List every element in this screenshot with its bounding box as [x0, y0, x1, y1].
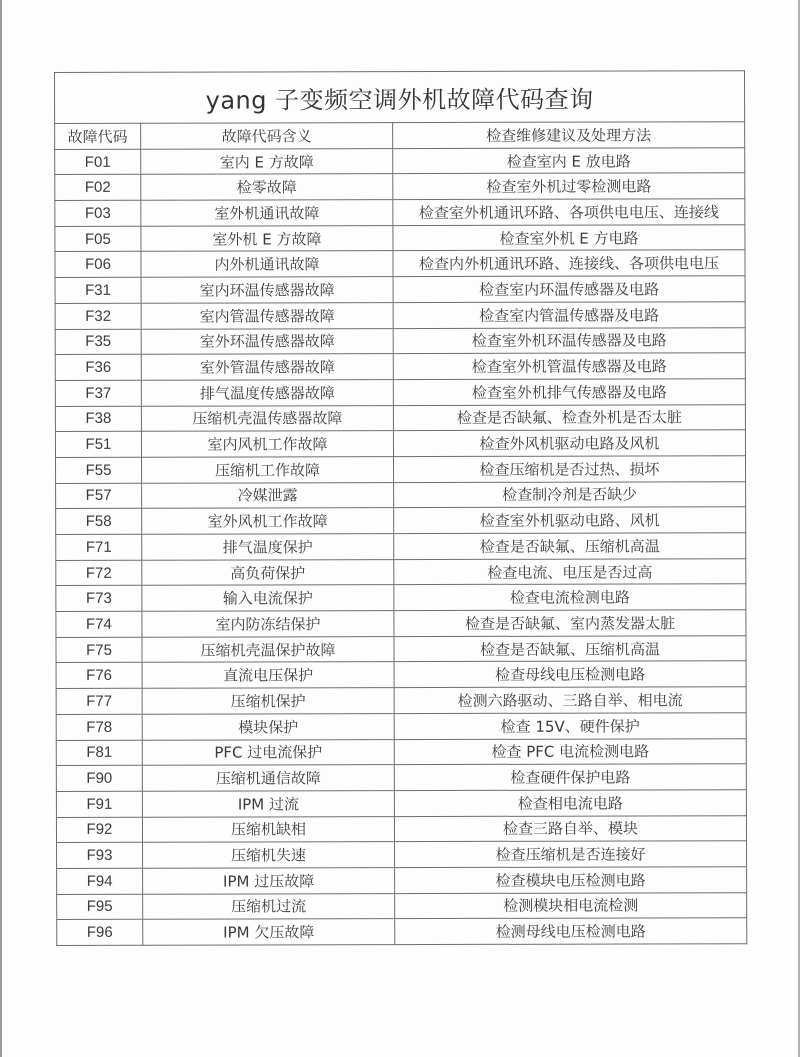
- repair-action-cell: 检查压缩机是否过热、损坏: [394, 456, 746, 483]
- table-row: [55, 199, 745, 226]
- repair-action-cell: 检查是否缺氟、压缩机高温: [394, 635, 746, 662]
- repair-action-cell: 检查模块电压检测电路: [395, 867, 747, 894]
- fault-code-cell: F32: [55, 303, 141, 329]
- repair-action-cell: 检查室外机通讯环路、各项供电电压、连接线: [393, 199, 745, 226]
- title-row: [55, 71, 745, 124]
- fault-code-cell: F94: [57, 868, 143, 894]
- repair-action-cell: 检查室内管温传感器及电路: [393, 302, 745, 329]
- table-row: [55, 430, 745, 457]
- table-row: [56, 456, 746, 483]
- fault-code-cell: F93: [57, 843, 143, 869]
- table-row: [56, 815, 746, 842]
- table-row: [56, 790, 746, 817]
- fault-code-cell: F92: [56, 817, 142, 843]
- fault-meaning-cell: IPM 过流: [142, 790, 394, 816]
- fault-code-cell: F37: [55, 380, 141, 406]
- fault-code-cell: F77: [56, 688, 142, 714]
- column-header-code: 故障代码: [55, 123, 141, 149]
- fault-meaning-cell: 室内管温传感器故障: [141, 302, 393, 328]
- fault-meaning-cell: 室内风机工作故障: [141, 431, 393, 457]
- fault-meaning-cell: 检零故障: [141, 174, 393, 200]
- fault-meaning-cell: PFC 过电流保护: [142, 739, 394, 765]
- repair-action-cell: 检查硬件保护电路: [394, 764, 746, 791]
- fault-code-cell: F95: [57, 894, 143, 920]
- table-row: [55, 327, 745, 354]
- repair-action-cell: 检查制冷剂是否缺少: [394, 481, 746, 508]
- fault-meaning-cell: 排气温度传感器故障: [141, 379, 393, 405]
- fault-meaning-cell: 室外风机工作故障: [142, 508, 394, 534]
- fault-code-cell: F76: [56, 663, 142, 689]
- fault-meaning-cell: 模块保护: [142, 713, 394, 739]
- table-row: [56, 584, 746, 611]
- fault-meaning-cell: 压缩机通信故障: [142, 765, 394, 791]
- fault-code-cell: F75: [56, 637, 142, 663]
- repair-action-cell: 检测模块相电流检测: [395, 892, 747, 919]
- table-row: [56, 610, 746, 637]
- document-title: yang 子变频空调外机故障代码查询: [55, 71, 745, 124]
- fault-meaning-cell: 输入电流保护: [142, 585, 394, 611]
- document-sheet: [54, 70, 746, 946]
- fault-meaning-cell: 压缩机缺相: [142, 816, 394, 842]
- repair-action-cell: 检查是否缺氟、压缩机高温: [394, 533, 746, 560]
- repair-action-cell: 检查室外机驱动电路、风机: [394, 507, 746, 534]
- table-body: [55, 147, 747, 945]
- fault-code-cell: F57: [56, 483, 142, 509]
- fault-meaning-cell: 室外机 E 方故障: [141, 225, 393, 251]
- fault-code-cell: F78: [56, 714, 142, 740]
- table-row: [57, 867, 747, 894]
- fault-meaning-cell: 室内 E 方故障: [141, 148, 393, 174]
- repair-action-cell: 检查室内 E 放电路: [393, 147, 745, 174]
- fault-meaning-cell: 室内防冻结保护: [142, 611, 394, 637]
- repair-action-cell: 检查压缩机是否连接好: [395, 841, 747, 868]
- table-row: [57, 841, 747, 868]
- repair-action-cell: 检查相电流电路: [394, 790, 746, 817]
- table-row: [55, 379, 745, 406]
- fault-code-cell: F35: [55, 329, 141, 355]
- table-row: [55, 250, 745, 277]
- fault-meaning-cell: 压缩机过流: [143, 893, 395, 919]
- table-row: [55, 353, 745, 380]
- fault-meaning-cell: 压缩机工作故障: [142, 457, 394, 483]
- fault-code-cell: F36: [55, 354, 141, 380]
- fault-code-cell: F58: [56, 509, 142, 535]
- fault-meaning-cell: 高负荷保护: [142, 559, 394, 585]
- repair-action-cell: 检查内外机通讯环路、连接线、各项供电电压: [393, 250, 745, 277]
- table-row: [55, 302, 745, 329]
- repair-action-cell: 检测六路驱动、三路自举、相电流: [394, 687, 746, 714]
- table-row: [55, 276, 745, 303]
- repair-action-cell: 检查母线电压检测电路: [394, 661, 746, 688]
- repair-action-cell: 检查室外机管温传感器及电路: [393, 353, 745, 380]
- repair-action-cell: 检查室外机环温传感器及电路: [393, 327, 745, 354]
- table-row: [56, 507, 746, 534]
- table-row: [56, 764, 746, 791]
- repair-action-cell: 检查室外机排气传感器及电路: [393, 379, 745, 406]
- fault-code-cell: F72: [56, 560, 142, 586]
- fault-meaning-cell: 压缩机壳温保护故障: [142, 636, 394, 662]
- fault-meaning-cell: 排气温度保护: [142, 534, 394, 560]
- table-row: [56, 558, 746, 585]
- repair-action-cell: 检查电流检测电路: [394, 584, 746, 611]
- fault-code-cell: F91: [56, 791, 142, 817]
- repair-action-cell: 检查室内环温传感器及电路: [393, 276, 745, 303]
- fault-code-cell: F73: [56, 586, 142, 612]
- column-header-action: 检查维修建议及处理方法: [393, 122, 745, 149]
- fault-code-cell: F31: [55, 277, 141, 303]
- table-row: [56, 481, 746, 508]
- fault-code-cell: F38: [55, 406, 141, 432]
- fault-meaning-cell: 室外机通讯故障: [141, 200, 393, 226]
- fault-code-cell: F55: [56, 457, 142, 483]
- fault-code-cell: F81: [56, 740, 142, 766]
- fault-meaning-cell: IPM 过压故障: [143, 868, 395, 894]
- repair-action-cell: 检查是否缺氟、检查外机是否太脏: [393, 404, 745, 431]
- fault-code-table: [54, 70, 747, 946]
- repair-action-cell: 检查室外机 E 方电路: [393, 224, 745, 251]
- fault-code-cell: F01: [55, 149, 141, 175]
- table-row: [55, 404, 745, 431]
- fault-code-cell: F74: [56, 611, 142, 637]
- table-row: [55, 173, 745, 200]
- repair-action-cell: 检查外风机驱动电路及风机: [393, 430, 745, 457]
- fault-code-cell: F90: [56, 765, 142, 791]
- fault-meaning-cell: 压缩机壳温传感器故障: [141, 405, 393, 431]
- repair-action-cell: 检查三路自举、模块: [394, 815, 746, 842]
- table-row: [56, 713, 746, 740]
- header-row: [55, 122, 745, 149]
- table-row: [56, 635, 746, 662]
- table-row: [55, 147, 745, 174]
- table-row: [57, 918, 747, 945]
- table-row: [57, 892, 747, 919]
- fault-meaning-cell: 内外机通讯故障: [141, 251, 393, 277]
- table-row: [56, 738, 746, 765]
- column-header-meaning: 故障代码含义: [141, 123, 393, 149]
- table-row: [56, 687, 746, 714]
- repair-action-cell: 检测母线电压检测电路: [395, 918, 747, 945]
- repair-action-cell: 检查是否缺氟、室内蒸发器太脏: [394, 610, 746, 637]
- table-row: [56, 661, 746, 688]
- fault-meaning-cell: 室内环温传感器故障: [141, 277, 393, 303]
- table-row: [56, 533, 746, 560]
- fault-code-cell: F03: [55, 200, 141, 226]
- fault-meaning-cell: 室外管温传感器故障: [141, 354, 393, 380]
- fault-code-cell: F05: [55, 226, 141, 252]
- scan-edge-left: [0, 0, 2, 1057]
- fault-meaning-cell: 直流电压保护: [142, 662, 394, 688]
- repair-action-cell: 检查室外机过零检测电路: [393, 173, 745, 200]
- fault-code-cell: F51: [55, 432, 141, 458]
- repair-action-cell: 检查 PFC 电流检测电路: [394, 738, 746, 765]
- fault-code-cell: F71: [56, 534, 142, 560]
- repair-action-cell: 检查 15V、硬件保护: [394, 713, 746, 740]
- fault-code-cell: F02: [55, 175, 141, 201]
- fault-meaning-cell: 压缩机保护: [142, 688, 394, 714]
- fault-meaning-cell: 冷媒泄露: [142, 482, 394, 508]
- fault-meaning-cell: 压缩机失速: [143, 842, 395, 868]
- fault-code-cell: F06: [55, 252, 141, 278]
- table-row: [55, 224, 745, 251]
- fault-meaning-cell: 室外环温传感器故障: [141, 328, 393, 354]
- repair-action-cell: 检查电流、电压是否过高: [394, 558, 746, 585]
- fault-meaning-cell: IPM 欠压故障: [143, 919, 395, 945]
- fault-code-cell: F96: [57, 920, 143, 946]
